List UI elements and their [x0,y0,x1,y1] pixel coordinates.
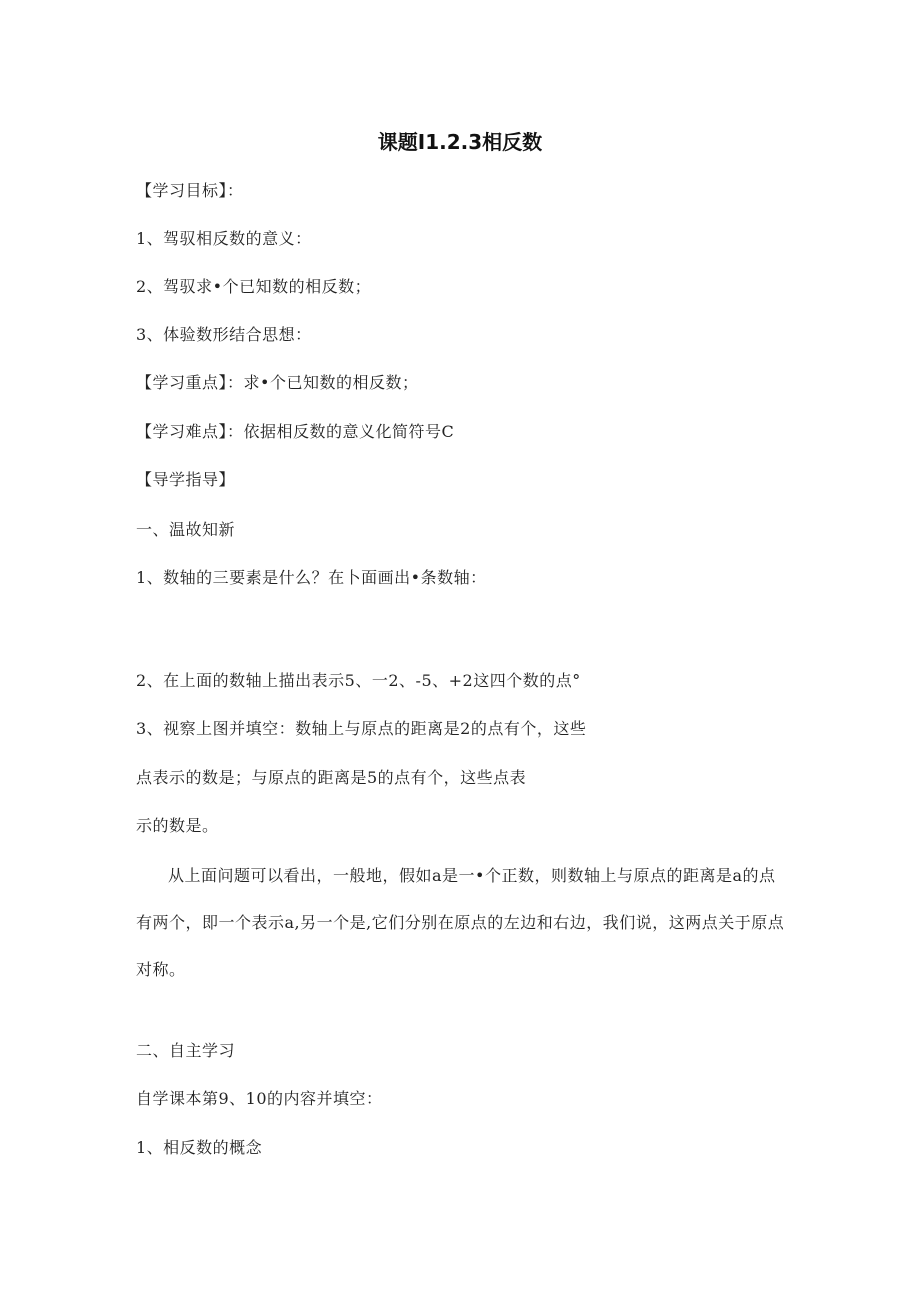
question-2: 2、在上面的数轴上描出表示5、一2、-5、+2这四个数的点° [136,671,581,690]
goals-heading: 【学习目标】： [136,181,244,200]
page-title: 课题I1.2.3相反数 [377,130,543,154]
question-3-line-2: 点表示的数是；与原点的距离是5的点有个，这些点表 [136,768,527,787]
self-study-instruction: 自学课本第9、10的内容并填空： [136,1089,383,1108]
goal-item-1: 1、驾驭相反数的意义： [136,229,312,248]
question-3-line-3: 示的数是。 [136,816,219,835]
question-1: 1、数轴的三要素是什么？在卜面画出•条数轴： [136,568,487,587]
goal-item-3: 3、体验数形结合思想： [136,325,312,344]
concept-item-1: 1、相反数的概念 [136,1138,263,1157]
difficult-point: 【学习难点】：依据相反数的意义化简符号C [136,422,455,441]
question-3-line-1: 3、视察上图并填空：数轴上与原点的距离是2的点有个，这些 [136,719,587,738]
goal-item-2: 2、驾驭求•个已知数的相反数； [136,277,372,296]
section-review-heading: 一、温故知新 [136,520,236,539]
guide-heading: 【导学指导】 [136,470,236,489]
section-self-study-heading: 二、自主学习 [136,1041,236,1060]
body-paragraph: 从上面问题可以看出，一般地，假如a是一•个正数，则数轴上与原点的距离是a的点有两个，即一个表示a,另一个是,它们分别在原点的左边和右边，我们说，这两点关于原点对称。 [136,866,785,979]
key-point: 【学习重点】：求•个已知数的相反数； [136,373,419,392]
